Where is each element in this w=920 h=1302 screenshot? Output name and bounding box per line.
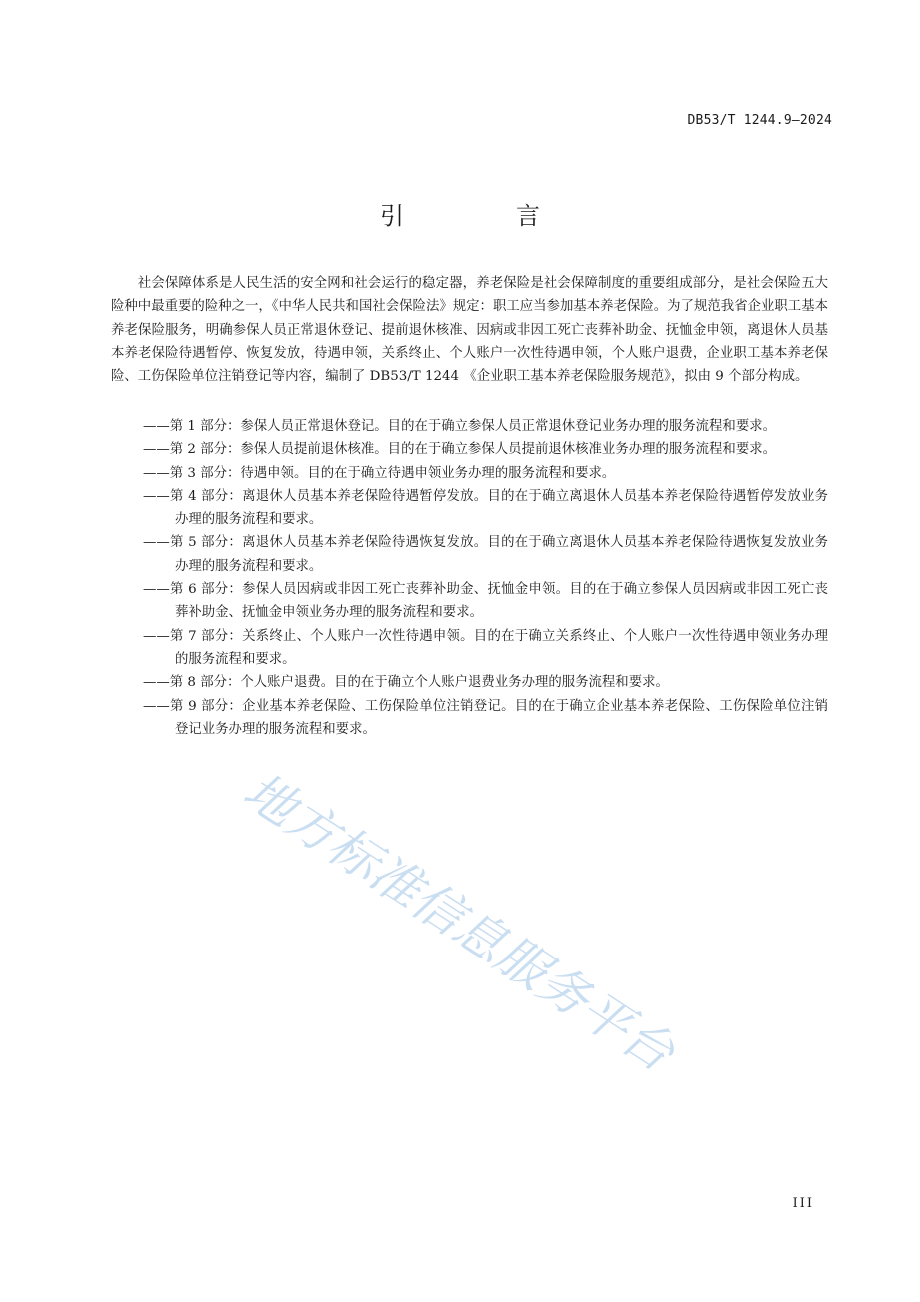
page-title: 引 言 [380,202,584,230]
watermark [160,680,780,1100]
part-item-2: ——第 2 部分：参保人员提前退休核准。目的在于确立参保人员提前退休核准业务办理的服务流程和要求。 [143,442,776,458]
part-item-6: ——第 6 部分：参保人员因病或非因工死亡丧葬补助金、抚恤金申领。目的在于确立参保人员因病或非因工死亡丧葬补助金、抚恤金申领业务办理的服务流程和要求。 [143,582,828,621]
standard-code: DB53/T 1244.9—2024 [687,113,832,128]
part-item-7: ——第 7 部分：关系终止、个人账户一次性待遇申领。目的在于确立关系终止、个人账户一次性待遇申领业务办理的服务流程和要求。 [143,628,828,667]
part-item-4: ——第 4 部分：离退休人员基本养老保险待遇暂停发放。目的在于确立离退休人员基本养老保险待遇暂停发放业务办理的服务流程和要求。 [143,488,828,528]
part-item-8: ——第 8 部分：个人账户退费。目的在于确立个人账户退费业务办理的服务流程和要求。 [143,675,669,691]
watermark-text: 地方标准信息服务平台 [233,761,685,1083]
parts-list [111,415,828,741]
page-number: III [792,1196,814,1211]
part-item-9: ——第 9 部分：企业基本养老保险、工伤保险单位注销登记。目的在于确立企业基本养老保险、工伤保险单位注销登记业务办理的服务流程和要求。 [143,698,828,737]
intro-paragraph: 社会保障体系是人民生活的安全网和社会运行的稳定器，养老保险是社会保障制度的重要组成部分，是社会保险五大险种中最重要的险种之一，《中华人民共和国社会保险法》规定：职工应当参加基本养老保险。为了规范我省企业职工基本养老保险服务，明确参保人员正常退休登记、提前退休核准、因病或非因工死亡丧葬补助金、抚恤金申领，离退休人员基本养老保险待遇暂停、恢复发放，待遇申领，关系终止、个人账户一次性待遇申领，个人账户退费，企业职工基本养老保险、工伤保险单位注销登记等内容，编制了 DB53/T 1244 《企业职工基本养老保险服务规范》，拟由 9 个部分构成。 [111,276,828,385]
part-item-5: ——第 5 部分：离退休人员基本养老保险待遇恢复发放。目的在于确立离退休人员基本养老保险待遇恢复发放业务办理的服务流程和要求。 [143,535,828,574]
part-item-1: ——第 1 部分：参保人员正常退休登记。目的在于确立参保人员正常退休登记业务办理的服务流程和要求。 [143,419,776,434]
part-item-3: ——第 3 部分：待遇申领。目的在于确立待遇申领业务办理的服务流程和要求。 [143,465,616,481]
